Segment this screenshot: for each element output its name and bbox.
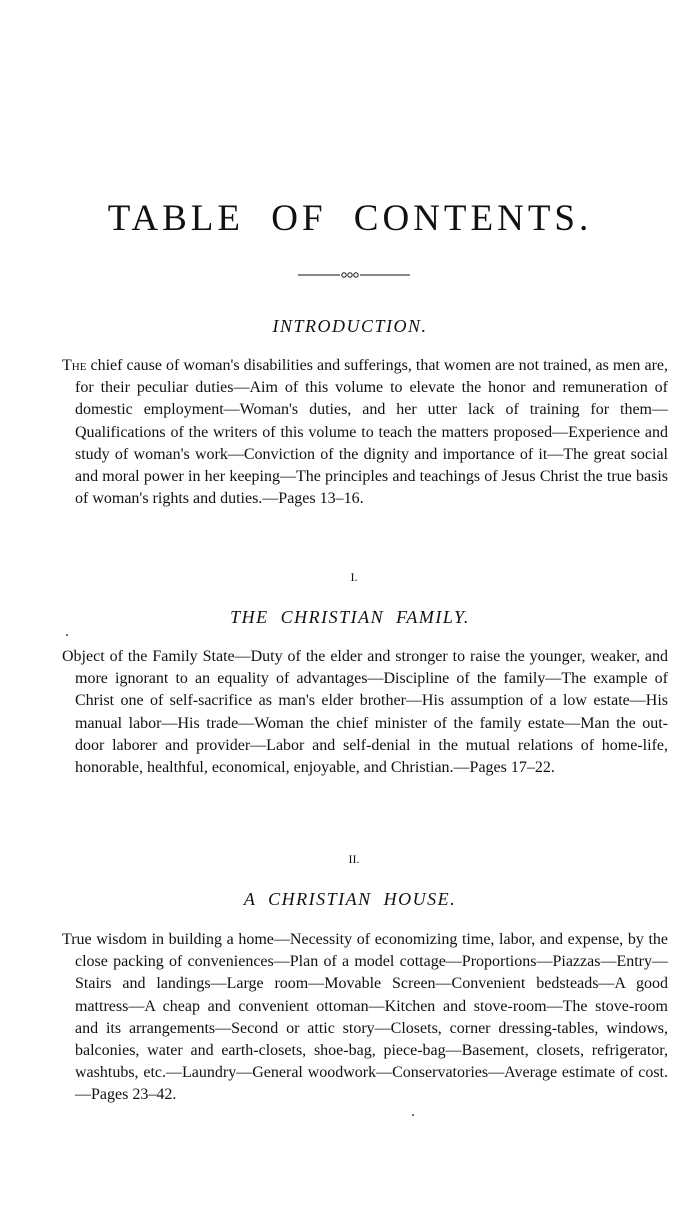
ornament-divider [298,270,410,280]
section-title-introduction: INTRODUCTION. [272,316,428,336]
page-heading: TABLE OF CONTENTS. [107,198,593,239]
section-numeral-2: II. [348,852,360,866]
section-summary-introduction [62,355,668,510]
print-speck [66,634,68,636]
section-numeral-1: I. [350,570,358,584]
section-summary-text: True wisdom in building a home—Necessity of economizing time, labor, and expense, by the close packing of conveniences—Plan of a model cottage—Proportions—Piazzas—Entry—Stairs and landings—Large room—Movable Screen—Convenient bedsteads—A good mattress—A cheap and convenient ottoman—Kitchen and stove-room—The stove-room and its arrangements—Second or attic story—Closets, corner dressing-tables, windows, balconies, water and earth-closets, shoe-bag, piece-bag—Basement, closets, refrigerator, washtubs, etc.—Laundry—General woodwork—Conservatories—Average estimate of cost.—Pages 23–42. [62,931,668,1104]
section-summary-christian-family [62,646,668,779]
section-title-christian-house: A CHRISTIAN HOUSE. [243,889,457,909]
section-title-christian-family: THE CHRISTIAN FAMILY. [230,607,470,627]
print-speck [412,1114,414,1116]
section-lead-word: The [62,357,87,374]
section-summary-text: chief cause of woman's disabilities and sufferings, that women are not trained, as men are, for their peculiar duties—Aim of this volume to elevate the honor and remuneration of domestic employment—Woman's duties, and her utter lack of training for them—Qualifications of the writers of this volume to teach the matters proposed—Experience and study of woman's work—Conviction of the dignity and importance of it—The great social and moral power in her keeping—The principles and teachings of Jesus Christ the true basis of woman's rights and duties.—Pages 13–16. [75,357,668,508]
section-summary-text: Object of the Family State—Duty of the elder and stronger to raise the younger, weaker, and more ignorant to an equality of advantages—Discipline of the family—The example of Christ one of self-sacrifice as man's elder brother—His assumption of a low estate—His manual labor—His trade—Woman the chief minister of the family estate—Man the out-door laborer and provider—Labor and self-denial in the mutual relations of home-life, honorable, healthful, economical, enjoyable, and Christian.—Pages 17–22. [62,648,668,777]
section-summary-christian-house [62,929,668,1107]
